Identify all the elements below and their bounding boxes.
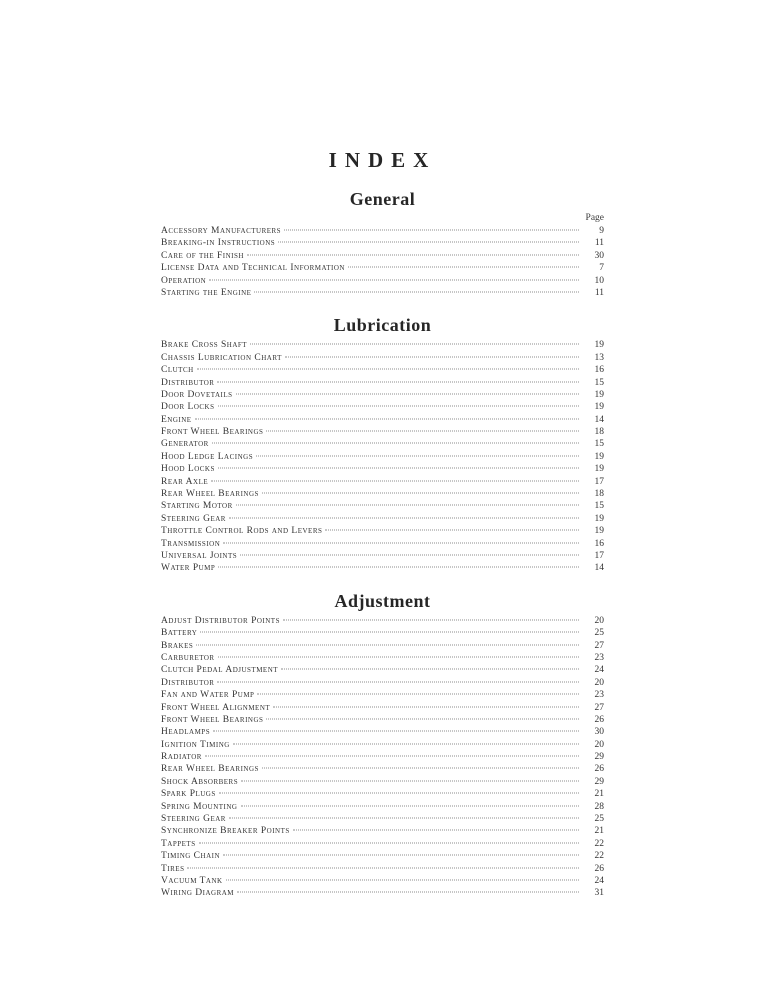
- entry-page-number: 27: [594, 640, 604, 651]
- leader-dots: [266, 431, 579, 432]
- leader-dots: [262, 493, 579, 494]
- leader-dots: [348, 267, 579, 268]
- leader-dots: [217, 381, 579, 382]
- index-entry: [161, 525, 604, 537]
- index-entry: [161, 476, 604, 488]
- index-entry: [161, 652, 604, 664]
- leader-dots: [195, 418, 579, 419]
- index-entry: [161, 714, 604, 726]
- leader-dots: [236, 393, 579, 394]
- entry-page-number: 25: [594, 628, 604, 639]
- index-section: [161, 315, 604, 574]
- leader-dots: [229, 517, 579, 518]
- index-section: [161, 591, 604, 900]
- entry-page-number: 19: [594, 513, 604, 524]
- leader-dots: [273, 706, 579, 707]
- leader-dots: [241, 805, 580, 806]
- index-entry: [161, 401, 604, 413]
- entry-label: Engine: [161, 414, 192, 425]
- entry-page-number: 20: [594, 677, 604, 688]
- index-entry: [161, 250, 604, 262]
- entry-label: Starting Motor: [161, 501, 233, 512]
- entry-label: Breaking-in Instructions: [161, 238, 276, 249]
- entry-label: Front Wheel Alignment: [161, 702, 271, 713]
- index-entry: [161, 352, 604, 364]
- entry-label: Tappets: [161, 838, 196, 849]
- leader-dots: [187, 867, 579, 868]
- index-entry: [161, 550, 604, 562]
- index-entry: [161, 339, 604, 351]
- leader-dots: [325, 530, 579, 531]
- entry-label: Battery: [161, 628, 198, 639]
- leader-dots: [256, 455, 579, 456]
- index-entry: [161, 225, 604, 237]
- index-entry: [161, 689, 604, 701]
- leader-dots: [236, 505, 579, 506]
- section-heading: General: [349, 189, 416, 209]
- entry-label: Clutch Pedal Adjustment: [161, 665, 279, 676]
- entry-label: Wiring Diagram: [161, 888, 235, 899]
- entry-page-number: 26: [594, 863, 604, 874]
- leader-dots: [200, 632, 579, 633]
- entry-page-number: 24: [594, 875, 604, 886]
- index-entry: [161, 677, 604, 689]
- section-heading: Lubrication: [333, 315, 432, 336]
- entry-label: Accessory Manufacturers: [161, 226, 282, 236]
- entry-label: Tires: [161, 863, 185, 874]
- index-entry: [161, 664, 604, 676]
- entry-page-number: 9: [599, 226, 604, 236]
- leader-dots: [212, 443, 579, 444]
- index-entry: [161, 488, 604, 500]
- sections: [161, 189, 604, 900]
- entry-label: Front Wheel Bearings: [161, 427, 264, 438]
- index-entry: [161, 776, 604, 788]
- leader-dots: [254, 291, 579, 292]
- leader-dots: [226, 879, 579, 880]
- entry-label: Timing Chain: [161, 851, 221, 862]
- index-entry: [161, 364, 604, 376]
- entry-page-number: 25: [594, 814, 604, 825]
- index-entry: [161, 726, 604, 738]
- index-entry: [161, 887, 604, 899]
- index-entry: [161, 562, 604, 574]
- entry-label: Throttle Control Rods and Levers: [161, 526, 323, 537]
- leader-dots: [278, 242, 579, 243]
- leader-dots: [283, 619, 579, 620]
- entry-page-number: 16: [594, 365, 604, 376]
- leader-dots: [217, 681, 579, 682]
- entry-page-number: 23: [594, 652, 604, 663]
- index-entry: [161, 801, 604, 813]
- index-entry: [161, 615, 604, 627]
- entry-label: Rear Wheel Bearings: [161, 764, 259, 775]
- entry-page-number: 14: [594, 414, 604, 425]
- leader-dots: [218, 656, 579, 657]
- index-entry: [161, 763, 604, 775]
- entry-label: Brakes: [161, 640, 194, 651]
- entry-label: Rear Wheel Bearings: [161, 489, 259, 500]
- leader-dots: [223, 855, 579, 856]
- leader-dots: [233, 743, 579, 744]
- index-entry: [161, 377, 604, 389]
- leader-dots: [247, 254, 579, 255]
- entry-label: Water Pump: [161, 563, 216, 574]
- leader-dots: [285, 356, 579, 357]
- leader-dots: [218, 567, 579, 568]
- index-entry: [161, 850, 604, 862]
- section-heading: Adjustment: [334, 590, 431, 611]
- leader-dots: [218, 406, 580, 407]
- index-entry: [161, 287, 604, 299]
- entry-page-number: 11: [594, 287, 604, 298]
- entry-label: Distributor: [161, 677, 215, 688]
- page-title: INDEX: [328, 148, 437, 172]
- index-entry: [161, 813, 604, 825]
- leader-dots: [213, 731, 579, 732]
- leader-dots: [196, 644, 579, 645]
- leader-dots: [229, 818, 579, 819]
- entry-label: Adjust Distributor Points: [161, 615, 280, 626]
- leader-dots: [197, 369, 579, 370]
- entry-page-number: 21: [594, 789, 604, 800]
- entry-page-number: 28: [594, 801, 604, 812]
- entry-page-number: 30: [594, 727, 604, 738]
- leader-dots: [250, 344, 579, 345]
- entry-page-number: 19: [594, 526, 604, 537]
- leader-dots: [281, 669, 579, 670]
- entry-label: Vacuum Tank: [161, 875, 223, 886]
- entry-page-number: 19: [594, 389, 604, 400]
- leader-dots: [284, 230, 579, 231]
- entry-label: Operation: [161, 275, 207, 286]
- entry-page-number: 20: [594, 739, 604, 750]
- entry-page-number: 17: [594, 476, 604, 487]
- leader-dots: [218, 468, 579, 469]
- entry-label: Ignition Timing: [161, 739, 230, 750]
- leader-dots: [199, 842, 579, 843]
- entry-label: Chassis Lubrication Chart: [161, 352, 282, 363]
- entry-page-number: 20: [594, 615, 604, 626]
- entry-label: Shock Absorbers: [161, 776, 239, 787]
- entry-page-number: 19: [594, 464, 604, 475]
- leader-dots: [241, 780, 579, 781]
- index-entry: [161, 788, 604, 800]
- entry-label: Clutch: [161, 365, 194, 376]
- entry-label: Steering Gear: [161, 814, 226, 825]
- entry-label: Spark Plugs: [161, 789, 216, 800]
- entry-page-number: 11: [594, 238, 604, 249]
- leader-dots: [293, 830, 579, 831]
- entry-page-number: 18: [594, 489, 604, 500]
- entries-list: [161, 225, 604, 299]
- entry-label: Synchronize Breaker Points: [161, 826, 290, 837]
- index-entry: [161, 739, 604, 751]
- index-entry: [161, 463, 604, 475]
- index-content: [161, 148, 604, 900]
- index-entry: [161, 389, 604, 401]
- entry-label: Fan and Water Pump: [161, 690, 255, 701]
- leader-dots: [211, 480, 579, 481]
- leader-dots: [240, 554, 579, 555]
- entry-page-number: 27: [594, 702, 604, 713]
- entry-label: Rear Axle: [161, 476, 209, 487]
- entry-page-number: 26: [594, 764, 604, 775]
- entry-label: Generator: [161, 439, 209, 450]
- leader-dots: [262, 768, 579, 769]
- leader-dots: [237, 892, 579, 893]
- entry-label: License Data and Technical Information: [161, 263, 345, 274]
- entry-label: Universal Joints: [161, 550, 238, 561]
- entry-page-number: 10: [594, 275, 604, 286]
- index-entry: [161, 627, 604, 639]
- entry-label: Care of the Finish: [161, 250, 244, 261]
- entry-page-number: 30: [594, 250, 604, 261]
- entry-page-number: 15: [594, 439, 604, 450]
- entry-page-number: 29: [594, 776, 604, 787]
- entry-label: Door Locks: [161, 402, 215, 413]
- entries-list: [161, 615, 604, 900]
- index-entry: [161, 237, 604, 249]
- entry-page-number: 22: [594, 838, 604, 849]
- entry-page-number: 31: [594, 888, 604, 899]
- entry-label: Hood Locks: [161, 464, 215, 475]
- index-entry: [161, 438, 604, 450]
- entry-page-number: 19: [594, 402, 604, 413]
- entry-label: Brake Cross Shaft: [161, 340, 248, 351]
- leader-dots: [266, 718, 579, 719]
- entry-label: Starting the Engine: [161, 287, 252, 298]
- entry-page-number: 7: [599, 263, 604, 274]
- entry-page-number: 26: [594, 714, 604, 725]
- index-entry: [161, 640, 604, 652]
- entries-list: [161, 339, 604, 574]
- index-entry: [161, 275, 604, 287]
- entry-label: Carburetor: [161, 652, 215, 663]
- index-entry: [161, 825, 604, 837]
- index-entry: [161, 451, 604, 463]
- entry-page-number: 19: [594, 451, 604, 462]
- leader-dots: [257, 694, 579, 695]
- entry-page-number: 19: [594, 340, 604, 351]
- index-section: [161, 189, 604, 299]
- entry-page-number: 16: [594, 538, 604, 549]
- entry-page-number: 14: [594, 563, 604, 574]
- index-entry: [161, 500, 604, 512]
- index-entry: [161, 751, 604, 763]
- index-entry: [161, 414, 604, 426]
- index-entry: [161, 863, 604, 875]
- entry-page-number: 15: [594, 377, 604, 388]
- entry-page-number: 22: [594, 851, 604, 862]
- index-entry: [161, 513, 604, 525]
- entry-page-number: 21: [594, 826, 604, 837]
- index-entry: [161, 838, 604, 850]
- entry-page-number: 17: [594, 550, 604, 561]
- index-entry: [161, 702, 604, 714]
- entry-label: Distributor: [161, 377, 215, 388]
- leader-dots: [205, 756, 579, 757]
- entry-page-number: 29: [594, 752, 604, 763]
- entry-page-number: 13: [594, 352, 604, 363]
- entry-label: Steering Gear: [161, 513, 226, 524]
- entry-page-number: 15: [594, 501, 604, 512]
- index-entry: [161, 262, 604, 274]
- entry-label: Hood Ledge Lacings: [161, 451, 254, 462]
- page-column-label: Page: [585, 213, 604, 223]
- entry-page-number: 24: [594, 665, 604, 676]
- entry-page-number: 18: [594, 427, 604, 438]
- entry-label: Spring Mounting: [161, 801, 238, 812]
- entry-label: Headlamps: [161, 727, 211, 738]
- leader-dots: [209, 279, 579, 280]
- entry-label: Radiator: [161, 752, 202, 763]
- entry-page-number: 23: [594, 690, 604, 701]
- index-entry: [161, 875, 604, 887]
- leader-dots: [219, 793, 579, 794]
- index-entry: [161, 426, 604, 438]
- leader-dots: [223, 542, 579, 543]
- entry-label: Door Dovetails: [161, 389, 233, 400]
- index-entry: [161, 538, 604, 550]
- entry-label: Front Wheel Bearings: [161, 714, 264, 725]
- entry-label: Transmission: [161, 538, 221, 549]
